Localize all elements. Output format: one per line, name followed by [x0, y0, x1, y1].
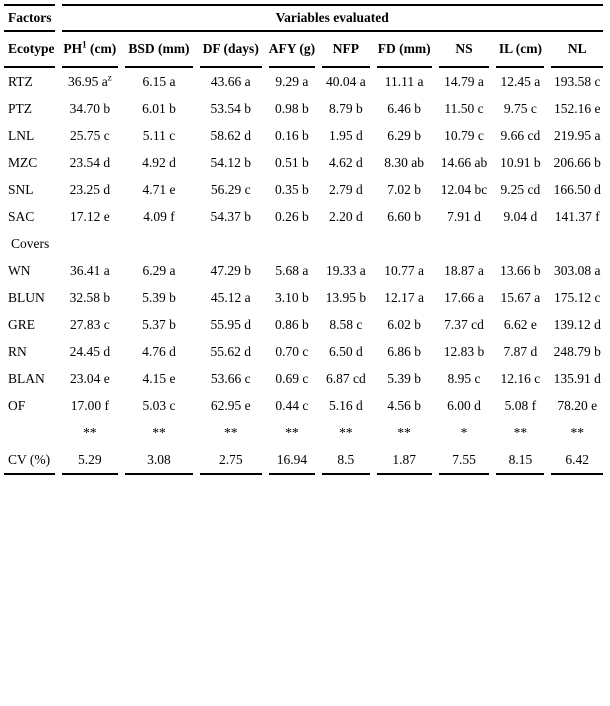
data-cell: 6.01 b — [142, 100, 176, 116]
data-cell: 141.37 f — [554, 208, 600, 224]
data-cell: 6.60 b — [387, 208, 422, 224]
data-cell: 2.79 d — [328, 181, 363, 197]
significance-cell: ** — [152, 424, 166, 440]
cv-value: 8.5 — [322, 446, 369, 475]
data-cell: 8.58 c — [329, 316, 363, 332]
data-cell: 5.16 d — [328, 397, 363, 413]
row-label: SAC — [8, 208, 35, 224]
data-cell: 9.75 c — [503, 100, 537, 116]
data-cell: 166.50 d — [553, 181, 601, 197]
data-cell: 12.16 c — [500, 370, 541, 386]
data-cell: 36.95 $a^z$ — [67, 72, 112, 89]
column-header-ilcm: IL (cm) — [496, 32, 544, 68]
data-cell: 55.95 d — [210, 316, 251, 332]
data-cell: 248.79 b — [553, 343, 601, 359]
header-group-row — [4, 4, 603, 32]
data-cell: 45.12 a — [210, 289, 251, 305]
data-cell: 0.26 b — [275, 208, 309, 224]
data-cell: 9.29 a — [275, 73, 309, 89]
column-header-ecotype: Ecotype — [4, 32, 55, 68]
column-header-nl: NL — [551, 32, 603, 68]
data-cell: 206.66 b — [553, 154, 601, 170]
cv-value: 3.08 — [125, 446, 193, 475]
data-cell: 4.09 f — [143, 208, 175, 224]
table-row — [4, 68, 603, 95]
data-cell: 12.45 a — [500, 73, 541, 89]
data-cell: 6.62 e — [503, 316, 537, 332]
data-cell: 0.44 c — [275, 397, 309, 413]
data-cell: 10.77 a — [384, 262, 425, 278]
row-label: PTZ — [8, 100, 33, 116]
table-row — [4, 284, 603, 311]
significance-cell: ** — [224, 424, 238, 440]
column-header-afyg: AFY (g) — [269, 32, 315, 68]
significance-row — [4, 419, 603, 446]
significance-cell: ** — [397, 424, 411, 440]
table-row — [4, 311, 603, 338]
data-cell: 0.69 c — [275, 370, 309, 386]
data-cell: 5.37 b — [142, 316, 176, 332]
data-cell: 3.10 b — [275, 289, 309, 305]
data-cell: 0.98 b — [275, 100, 309, 116]
data-cell: 5.03 c — [142, 397, 176, 413]
data-cell: 23.04 e — [69, 370, 110, 386]
data-cell: 53.54 b — [210, 100, 251, 116]
cv-value: 8.15 — [496, 446, 544, 475]
row-label: LNL — [8, 127, 35, 143]
data-cell: 11.50 c — [444, 100, 484, 116]
table-row — [4, 257, 603, 284]
table-row — [4, 338, 603, 365]
row-label: RN — [8, 343, 27, 359]
data-cell: 15.67 a — [500, 289, 541, 305]
data-cell: 6.46 b — [387, 100, 422, 116]
data-cell: 34.70 b — [69, 100, 111, 116]
column-header-bsdmm: BSD (mm) — [125, 32, 193, 68]
data-cell: 54.12 b — [210, 154, 251, 170]
data-cell: 55.62 d — [210, 343, 251, 359]
data-cell: 40.04 a — [325, 73, 366, 89]
significance-cell: ** — [513, 424, 528, 440]
data-cell: 0.51 b — [275, 154, 309, 170]
significance-cell: ** — [339, 424, 353, 440]
variables-evaluated-header: Variables evaluated — [62, 4, 604, 32]
data-cell: 7.02 b — [387, 181, 422, 197]
data-cell: 1.95 d — [328, 127, 363, 143]
table-row — [4, 95, 603, 122]
data-cell: 7.87 d — [503, 343, 538, 359]
table-row — [4, 203, 603, 230]
table-row — [4, 176, 603, 203]
data-cell: 5.68 a — [275, 262, 309, 278]
results-table — [0, 4, 610, 475]
data-cell: 10.91 b — [500, 154, 541, 170]
factors-header: Factors — [4, 4, 55, 32]
data-cell: 219.95 a — [553, 127, 601, 143]
data-cell: 6.02 b — [387, 316, 422, 332]
data-cell: 5.39 b — [142, 289, 176, 305]
data-cell: 9.04 d — [503, 208, 538, 224]
data-cell: 6.15 a — [142, 73, 176, 89]
data-cell: 135.91 d — [553, 370, 601, 386]
column-header-nfp: NFP — [322, 32, 369, 68]
data-cell: 12.83 b — [443, 343, 485, 359]
row-label: MZC — [8, 154, 38, 170]
data-cell: 32.58 b — [69, 289, 111, 305]
cv-value: 5.29 — [62, 446, 119, 475]
data-cell: 6.87 cd — [325, 370, 366, 386]
row-label: BLUN — [8, 289, 45, 305]
data-cell: 47.29 b — [210, 262, 251, 278]
data-cell: 12.17 a — [384, 289, 425, 305]
data-cell: 25.75 c — [69, 127, 110, 143]
data-cell: 17.00 f — [70, 397, 109, 413]
data-cell: 23.54 d — [69, 154, 111, 170]
data-cell: 18.87 a — [444, 262, 484, 278]
cv-row — [4, 446, 603, 475]
data-cell: 24.45 d — [69, 343, 111, 359]
row-label: OF — [8, 397, 26, 413]
data-cell: 13.66 b — [500, 262, 541, 278]
data-cell: 4.71 e — [142, 181, 176, 197]
section-row — [4, 230, 603, 257]
data-cell: 17.66 a — [444, 289, 484, 305]
data-cell: 10.79 c — [444, 127, 484, 143]
data-cell: 4.62 d — [328, 154, 363, 170]
significance-cell: ** — [285, 424, 299, 440]
cv-value: 1.87 — [377, 446, 432, 475]
significance-cell: ** — [570, 424, 584, 440]
data-cell: 9.66 cd — [500, 127, 541, 143]
row-label: GRE — [8, 316, 35, 332]
data-cell: 152.16 e — [553, 100, 601, 116]
data-cell: 6.86 b — [387, 343, 422, 359]
data-cell: 303.08 a — [553, 262, 601, 278]
cv-value: 16.94 — [269, 446, 315, 475]
section-label: Covers — [11, 235, 50, 251]
data-cell: 11.11 a — [384, 73, 424, 89]
data-cell: 36.41 a — [69, 262, 110, 278]
data-cell: 43.66 a — [210, 73, 251, 89]
table-row — [4, 365, 603, 392]
data-cell: 193.58 c — [553, 73, 601, 89]
column-header-fdmm: FD (mm) — [377, 32, 432, 68]
significance-cell: * — [460, 424, 468, 440]
data-cell: 53.66 c — [210, 370, 251, 386]
data-cell: 5.11 c — [142, 127, 176, 143]
data-cell: 56.29 c — [210, 181, 251, 197]
data-cell: 4.15 e — [142, 370, 176, 386]
data-cell: 2.20 d — [328, 208, 363, 224]
column-header-ns: NS — [439, 32, 490, 68]
data-cell: 14.79 a — [444, 73, 484, 89]
data-cell: 14.66 ab — [440, 154, 488, 170]
data-cell: 0.70 c — [275, 343, 309, 359]
data-cell: 54.37 b — [210, 208, 251, 224]
data-cell: 62.95 e — [210, 397, 251, 413]
data-cell: 23.25 d — [69, 181, 111, 197]
table-row — [4, 122, 603, 149]
row-label: SNL — [8, 181, 34, 197]
row-label: WN — [8, 262, 31, 278]
table-row — [4, 149, 603, 176]
data-cell: 8.95 c — [447, 370, 481, 386]
data-cell: 5.08 f — [504, 397, 537, 413]
data-cell: 13.95 b — [325, 289, 367, 305]
significance-cell — [4, 419, 55, 446]
row-label: RTZ — [8, 73, 33, 89]
data-cell: 6.29 a — [142, 262, 176, 278]
cv-value: 7.55 — [439, 446, 490, 475]
data-cell: 58.62 d — [210, 127, 251, 143]
column-header-dfdays: DF (days) — [200, 32, 262, 68]
cv-value: 2.75 — [200, 446, 262, 475]
cv-value: 6.42 — [551, 446, 603, 475]
data-cell: 12.04 bc — [440, 181, 488, 197]
data-cell: 27.83 c — [69, 316, 110, 332]
data-cell: 9.25 cd — [500, 181, 541, 197]
data-cell: 17.12 e — [69, 208, 110, 224]
data-cell: 8.79 b — [328, 100, 363, 116]
data-cell: 4.56 b — [387, 397, 422, 413]
data-cell: 6.29 b — [387, 127, 422, 143]
data-cell: 7.91 d — [447, 208, 481, 224]
data-cell: 4.76 d — [142, 343, 176, 359]
data-cell: 0.35 b — [275, 181, 309, 197]
cv-label: CV (%) — [4, 446, 55, 475]
row-label: BLAN — [8, 370, 45, 386]
data-cell: 139.12 d — [553, 316, 601, 332]
data-cell: 78.20 e — [557, 397, 598, 413]
table-row — [4, 392, 603, 419]
data-cell: 6.50 d — [328, 343, 363, 359]
data-cell: 5.39 b — [387, 370, 422, 386]
data-cell: 4.92 d — [142, 154, 176, 170]
data-cell: 6.00 d — [447, 397, 481, 413]
significance-cell: ** — [83, 424, 97, 440]
data-cell: 0.16 b — [275, 127, 309, 143]
column-header-phcm: $PH^1$ (cm) — [62, 32, 119, 68]
data-cell: 175.12 c — [553, 289, 601, 305]
data-cell: 0.86 b — [275, 316, 309, 332]
data-cell: 19.33 a — [325, 262, 366, 278]
data-cell: 7.37 cd — [444, 316, 484, 332]
data-cell: 8.30 ab — [384, 154, 425, 170]
column-header-row — [4, 32, 603, 68]
